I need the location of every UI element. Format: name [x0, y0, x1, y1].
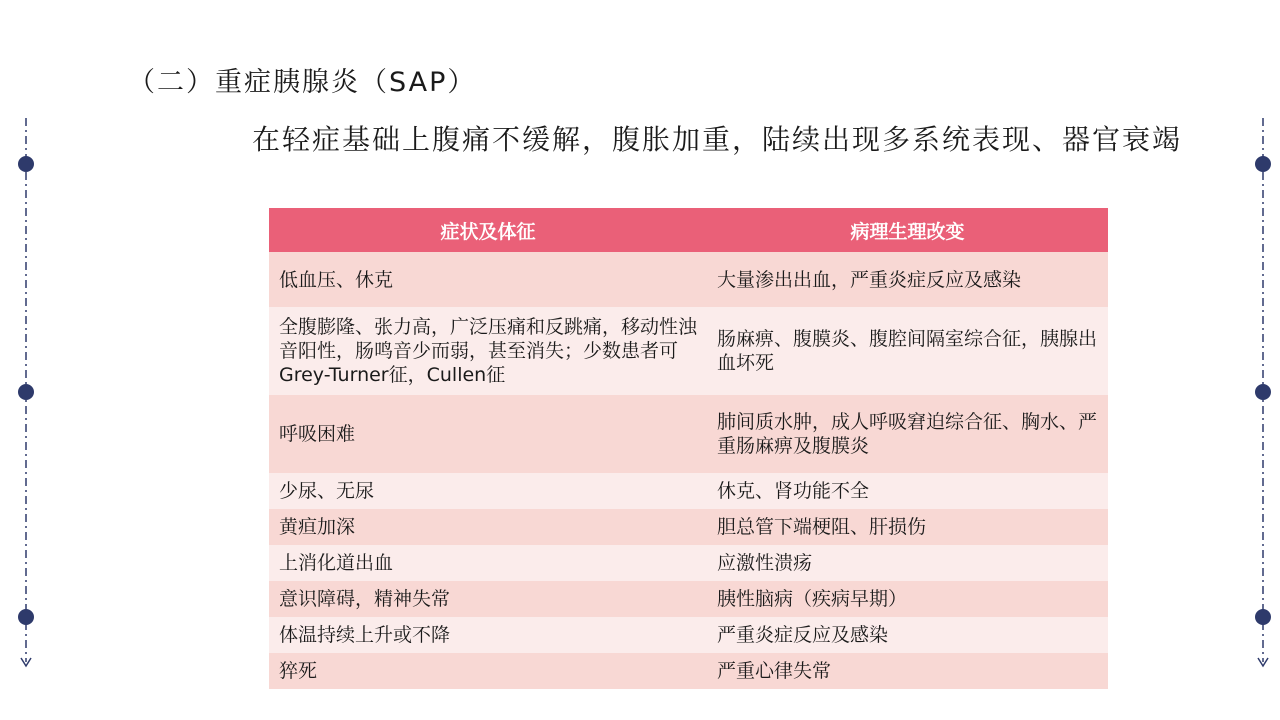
- pathophysiology-cell: 肠麻痹、腹膜炎、腹腔间隔室综合征，胰腺出血坏死: [707, 307, 1108, 395]
- symptom-cell: 全腹膨隆、张力高，广泛压痛和反跳痛，移动性浊音阳性，肠鸣音少而弱，甚至消失；少数患者可Grey-Turner征，Cullen征: [269, 307, 707, 395]
- symptom-cell: 体温持续上升或不降: [269, 617, 707, 653]
- pathophysiology-cell: 应激性溃疡: [707, 545, 1108, 581]
- timeline-dot: [1255, 384, 1271, 400]
- right-dotted-decoration: [1253, 118, 1273, 670]
- header-pathophysiology: 病理生理改变: [707, 208, 1108, 252]
- intro-paragraph: 在轻症基础上腹痛不缓解，腹胀加重，陆续出现多系统表现、器官衰竭: [252, 123, 1183, 156]
- symptom-cell: 呼吸困难: [269, 395, 707, 473]
- timeline-dot: [18, 156, 34, 172]
- table-row: [269, 307, 1108, 395]
- header-symptoms: 症状及体征: [269, 208, 707, 252]
- timeline-dot: [18, 384, 34, 400]
- pathophysiology-cell: 胆总管下端梗阻、肝损伤: [707, 509, 1108, 545]
- pathophysiology-cell: 肺间质水肿，成人呼吸窘迫综合征、胸水、严重肠麻痹及腹膜炎: [707, 395, 1108, 473]
- symptom-cell: 少尿、无尿: [269, 473, 707, 509]
- symptom-cell: 上消化道出血: [269, 545, 707, 581]
- symptom-cell: 低血压、休克: [269, 252, 707, 307]
- table-row: [269, 252, 1108, 307]
- pathophysiology-cell: 严重心律失常: [707, 653, 1108, 689]
- symptom-pathophysiology-table: [269, 208, 1108, 689]
- symptom-cell: 意识障碍，精神失常: [269, 581, 707, 617]
- timeline-dot: [1255, 609, 1271, 625]
- table-row: [269, 617, 1108, 653]
- symptom-cell: 黄疸加深: [269, 509, 707, 545]
- table-row: [269, 395, 1108, 473]
- timeline-dot: [1255, 156, 1271, 172]
- table-row: [269, 509, 1108, 545]
- table-row: [269, 581, 1108, 617]
- table-row: [269, 545, 1108, 581]
- pathophysiology-cell: 大量渗出出血，严重炎症反应及感染: [707, 252, 1108, 307]
- table-row: [269, 473, 1108, 509]
- symptom-cell: 猝死: [269, 653, 707, 689]
- timeline-dot: [18, 609, 34, 625]
- pathophysiology-cell: 胰性脑病（疾病早期）: [707, 581, 1108, 617]
- table-row: [269, 653, 1108, 689]
- pathophysiology-cell: 休克、肾功能不全: [707, 473, 1108, 509]
- pathophysiology-cell: 严重炎症反应及感染: [707, 617, 1108, 653]
- table-header-row: [269, 208, 1108, 252]
- section-heading: （二）重症胰腺炎（SAP）: [128, 67, 477, 98]
- left-dotted-decoration: [16, 118, 36, 670]
